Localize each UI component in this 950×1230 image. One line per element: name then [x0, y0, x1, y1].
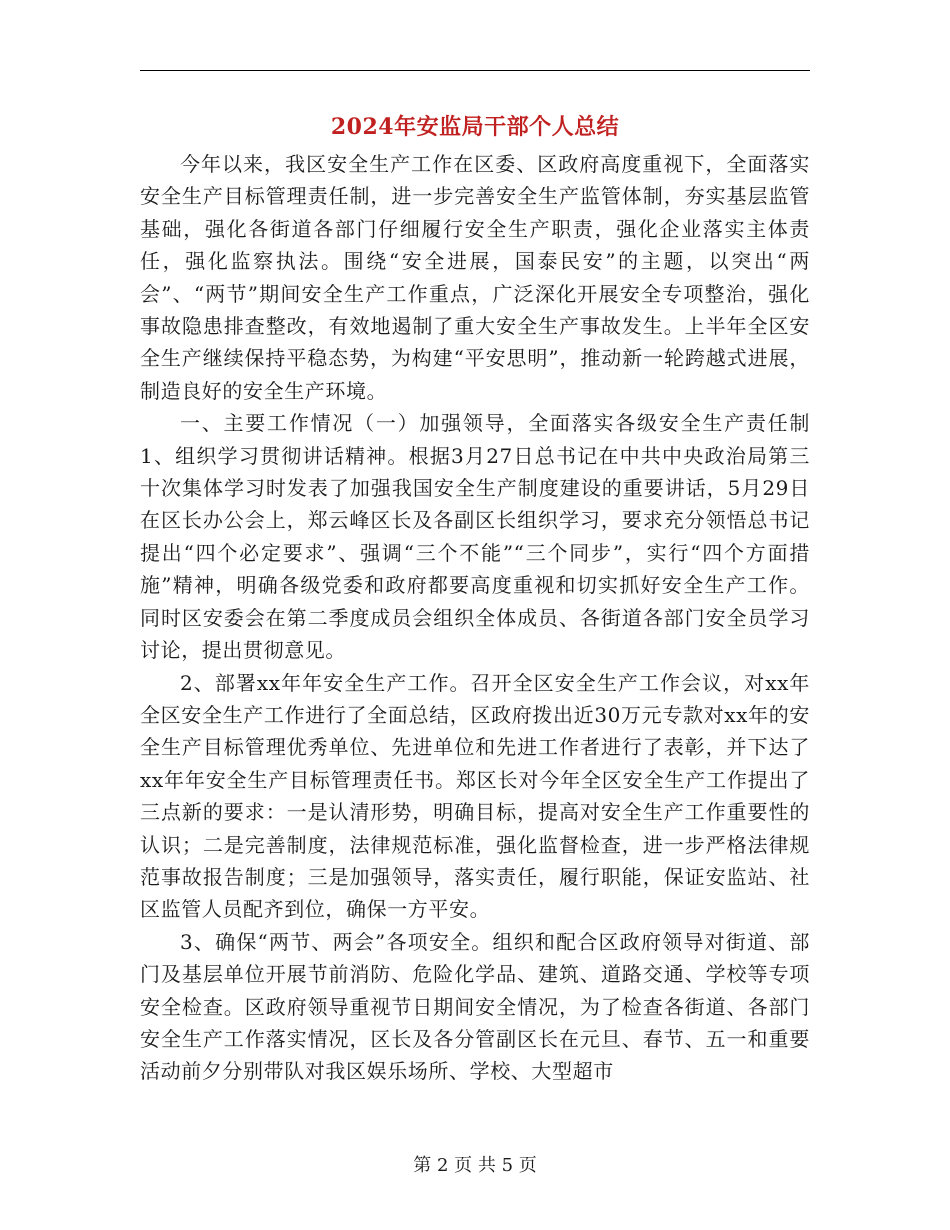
page-number-footer: 第 2 页 共 5 页: [413, 1155, 537, 1176]
paragraph-item-2: 2、部署xx年年安全生产工作。召开全区安全生产工作会议，对xx年全区安全生产工作进行了全面总结，区政府拨出近30万元专款对xx年的安全生产目标管理优秀单位、先进单位和先进工作者进行了表彰，并下达了xx年年安全生产目标管理责任书。郑区长对今年全区安全生产工作提出了三点新的要求：一是认清形势，明确目标，提高对安全生产工作重要性的认识；二是完善制度，法律规范标准，强化监督检查，进一步严格法律规范事故报告制度；三是加强领导，落实责任，履行职能，保证安监站、社区监管人员配齐到位，确保一方平安。: [140, 670, 810, 922]
paragraph-intro: 今年以来，我区安全生产工作在区委、区政府高度重视下，全面落实安全生产目标管理责任制，进一步完善安全生产监管体制，夯实基层监管基础，强化各街道各部门仔细履行安全生产职责，强化企业落实主体责任，强化监察执法。围绕“安全进展，国泰民安”的主题，以突出“两会”、“两节”期间安全生产工作重点，广泛深化开展安全专项整治，强化事故隐患排查整改，有效地遏制了重大安全生产事故发生。上半年全区安全生产继续保持平稳态势，为构建“平安思明”，推动新一轮跨越式进展，制造良好的安全生产环境。: [140, 152, 810, 403]
paragraph-section-1: 一、主要工作情况（一）加强领导，全面落实各级安全生产责任制1、组织学习贯彻讲话精神。根据3月27日总书记在中共中央政治局第三十次集体学习时发表了加强我国安全生产制度建设的重要讲话，5月29日在区长办公会上，郑云峰区长及各副区长组织学习，要求充分领悟总书记提出“四个必定要求”、强调“三个不能”“三个同步”，实行“四个方面措施”精神，明确各级党委和政府都要高度重视和切实抓好安全生产工作。同时区安委会在第二季度成员会组织全体成员、各街道各部门安全员学习讨论，提出贯彻意见。: [140, 411, 810, 663]
header-rule: [140, 70, 810, 71]
document-title: 2024年安监局干部个人总结: [330, 114, 620, 140]
paragraph-item-3: 3、确保“两节、两会”各项安全。组织和配合区政府领导对街道、部门及基层单位开展节前消防、危险化学品、建筑、道路交通、学校等专项安全检查。区政府领导重视节日期间安全情况，为了检查各街道、各部门安全生产工作落实情况，区长及各分管副区长在元旦、春节、五一和重要活动前夕分别带队对我区娱乐场所、学校、大型超市: [140, 929, 810, 1084]
document-body: [140, 148, 810, 1088]
